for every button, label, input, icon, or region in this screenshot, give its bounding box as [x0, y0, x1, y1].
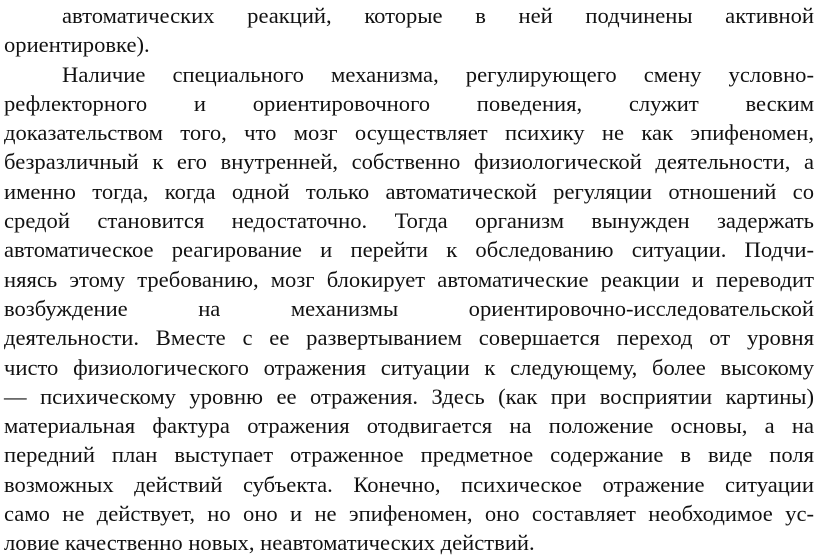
text-line: доказательством того, что мозг осуществляет психику не как эпифеномен, [4, 120, 814, 146]
text-line: автоматическое реагирование и перейти к обследованию ситуации. Подчи- [4, 237, 814, 263]
text-line: Наличие специального механизма, регулирующего смену условно- [62, 61, 814, 87]
text-line: материальная фактура отражения отодвигается на положение основы, а на [4, 413, 814, 439]
text-line: безразличный к его внутренней, собственно физиологической деятельности, а [4, 149, 814, 175]
text-line: автоматических реакций, которые в ней подчинены активной [62, 3, 814, 28]
text-line: само не действует, но оно и не эпифеномен, оно составляет необходимое ус- [4, 501, 814, 527]
text-line: возбуждение на механизмы ориентировочно-исследовательской [4, 295, 814, 321]
text-line: ориентировке). [4, 32, 150, 58]
text-line: передний план выступает отраженное предметное содержание в виде поля [4, 442, 814, 468]
text-line: средой становится недостаточно. Тогда организм вынужден задержать [4, 208, 814, 234]
text-line: деятельности. Вместе с ее развертыванием совершается переход от уровня [4, 325, 814, 351]
text-line: чисто физиологического отражения ситуации к следующему, более высокому [4, 354, 814, 380]
text-line: рефлекторного и ориентировочного поведения, служит веским [4, 90, 814, 116]
text-line: — психическому уровню ее отражения. Здесь (как при восприятии картины) [4, 383, 814, 409]
text-line: возможных действий субъекта. Конечно, психическое отражение ситуации [4, 471, 814, 497]
text-line: няясь этому требованию, мозг блокирует автоматические реакции и переводит [4, 266, 814, 292]
text-line: именно тогда, когда одной только автоматической регуляции отношений со [4, 178, 814, 204]
text-line: ловие качественно новых, неавтоматических действий. [4, 530, 535, 556]
